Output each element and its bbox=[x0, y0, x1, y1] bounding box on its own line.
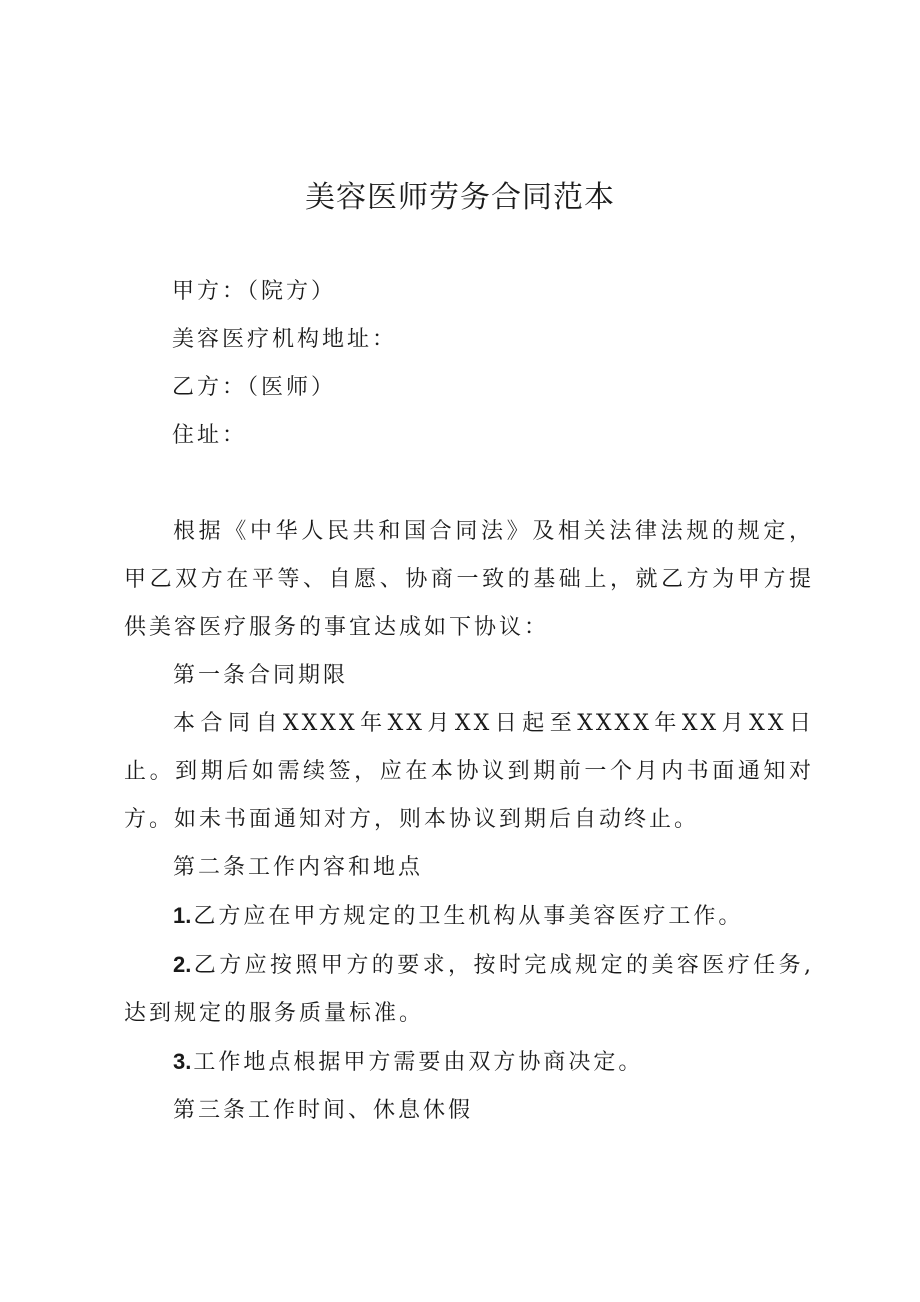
contract-body bbox=[124, 508, 814, 1135]
article-2-item-3 bbox=[124, 1038, 814, 1087]
article-2-item-2 bbox=[124, 941, 814, 1038]
item-number: 3. bbox=[173, 1049, 192, 1074]
article-2-item-1 bbox=[124, 892, 814, 941]
party-b-line: 乙方：（医师） bbox=[172, 375, 337, 400]
preamble-paragraph: 根据《中华人民共和国合同法》及相关法律法规的规定，甲乙双方在平等、自愿、协商一致的基础上，就乙方为甲方提供美容医疗服务的事宜达成如下协议： bbox=[124, 519, 814, 640]
party-a-line: 甲方：（院方） bbox=[172, 279, 337, 304]
institution-address-line: 美容医疗机构地址： bbox=[172, 327, 398, 352]
article-1-text: 本合同自XXXX年XX月XX日起至XXXX年XX月XX日止。到期后如需续签，应在本协议到期前一个月内书面通知对方。如未书面通知对方，则本协议到期后自动终止。 bbox=[124, 711, 814, 832]
item-text: 工作地点根据甲方需要由双方协商决定。 bbox=[193, 1050, 644, 1075]
document-title: 美容医师劳务合同范本 bbox=[305, 180, 615, 215]
item-number: 2. bbox=[173, 952, 192, 977]
address-line: 住址： bbox=[172, 423, 248, 448]
item-number: 1. bbox=[173, 903, 192, 928]
item-text: 乙方应在甲方规定的卫生机构从事美容医疗工作。 bbox=[193, 904, 744, 929]
article-3-heading: 第三条工作时间、休息休假 bbox=[173, 1098, 474, 1123]
item-text: 乙方应按照甲方的要求，按时完成规定的美容医疗任务,达到规定的服务质量标准。 bbox=[124, 953, 814, 1026]
article-1-heading: 第一条合同期限 bbox=[173, 663, 349, 688]
article-2-heading: 第二条工作内容和地点 bbox=[173, 855, 424, 880]
